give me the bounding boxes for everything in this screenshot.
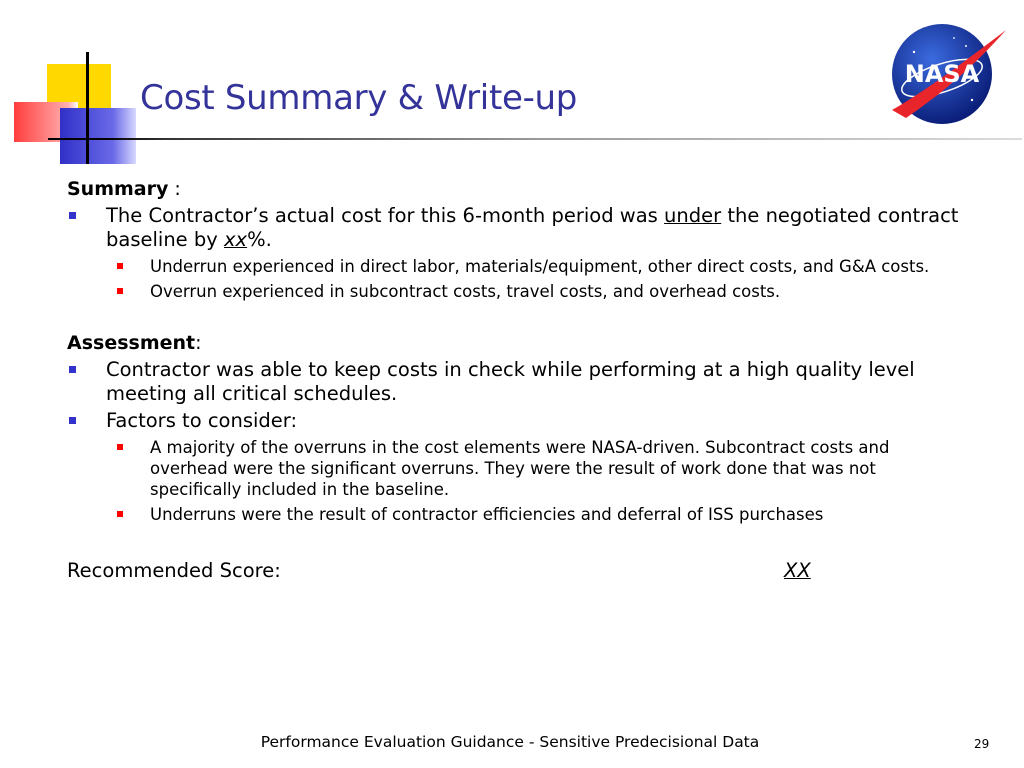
slide-title: Cost Summary & Write-up xyxy=(140,78,578,118)
recommended-score xyxy=(67,559,967,587)
score-label: Recommended Score: xyxy=(67,559,281,582)
square-bullet-icon xyxy=(69,212,76,219)
list-item: Underruns were the result of contractor efficiencies and deferral of ISS purchases xyxy=(67,504,967,525)
score-value: XX xyxy=(784,559,811,582)
decor-vertical-line xyxy=(86,52,89,164)
square-bullet-icon xyxy=(69,366,76,373)
square-bullet-icon xyxy=(117,511,123,517)
list-item: A majority of the overruns in the cost elements were NASA-driven. Subcontract costs and overhead were the significant overruns. They were the result of work done that was not specifically included in the baseline. xyxy=(67,437,967,500)
page-number: 29 xyxy=(974,737,990,751)
slide-body xyxy=(67,178,967,587)
square-bullet-icon xyxy=(117,444,123,450)
list-item: Underrun experienced in direct labor, materials/equipment, other direct costs, and G&A costs. xyxy=(67,256,967,277)
title-underline xyxy=(48,138,1022,140)
square-bullet-icon xyxy=(117,288,123,294)
summary-heading: Summary : xyxy=(67,178,181,200)
list-item: The Contractor’s actual cost for this 6-month period was under the negotiated contract baseline by xx%. xyxy=(67,204,967,252)
nasa-logo-icon xyxy=(884,22,1008,126)
footer-text: Performance Evaluation Guidance - Sensitive Predecisional Data xyxy=(260,733,760,751)
square-bullet-icon xyxy=(69,417,76,424)
svg-text:NASA: NASA xyxy=(904,60,980,88)
list-item: Overrun experienced in subcontract costs, travel costs, and overhead costs. xyxy=(67,281,967,302)
square-bullet-icon xyxy=(117,263,123,269)
assessment-heading: Assessment: xyxy=(67,332,202,354)
decor-blue-bar xyxy=(60,108,136,164)
list-item: Factors to consider: xyxy=(67,409,967,433)
list-item: Contractor was able to keep costs in check while performing at a high quality level meeting all critical schedules. xyxy=(67,358,967,406)
